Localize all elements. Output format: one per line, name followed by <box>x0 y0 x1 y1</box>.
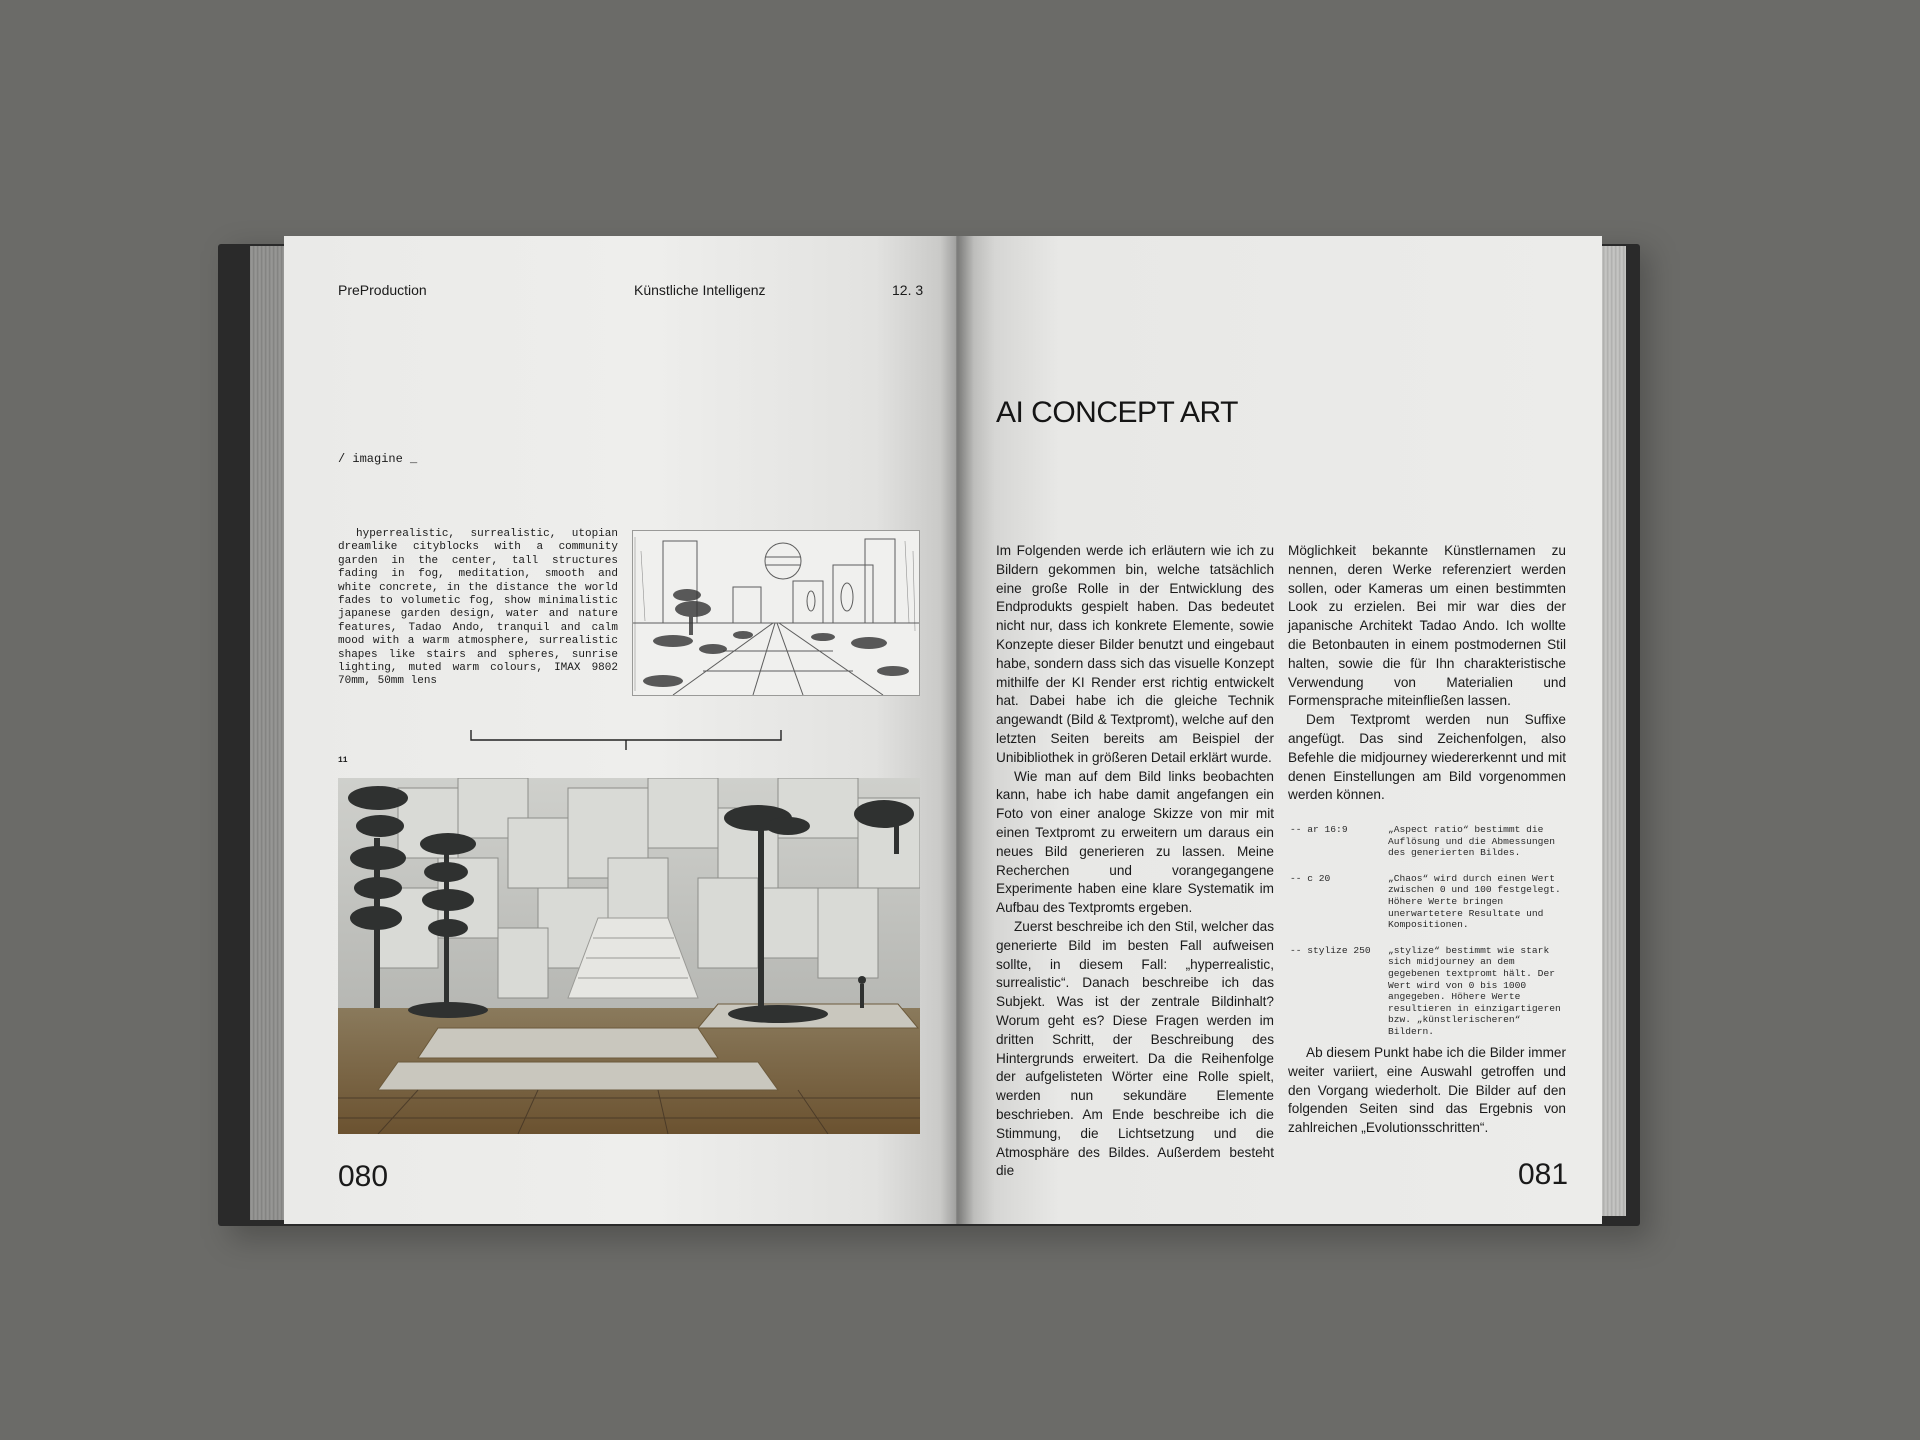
param-description: „Aspect ratio“ bestimmt die Auflösung und die Abmessungen des generierten Bildes. <box>1388 824 1555 859</box>
header-number: 12. 3 <box>892 282 924 298</box>
page-edges-right <box>1600 246 1626 1216</box>
page-number-right: 081 <box>1518 1158 1569 1191</box>
sketch-image <box>632 530 920 696</box>
param-description: „Chaos“ wird durch einen Wert zwischen 0 und 100 festgelegt. Höhere Werte bringen unerwartetere Resultate und Kompositionen. <box>1388 872 1561 931</box>
paragraph: Möglichkeit bekannte Künstlernamen zu nennen, deren Werke referenziert werden sollen, oder Kameras um einen bestimmten Look zu erzielen. Bei mir war dies der japanische Architekt Tadao Ando. Ich wollte die Betonbauten in einem postmodernen Stil halten, sowie die für Ihn charakteristische Verwendung von Materialien und Formensprache miteinfließen lassen. <box>1288 543 1566 709</box>
connector-bracket <box>470 728 782 752</box>
header-chapter: Künstliche Intelligenz <box>634 282 766 298</box>
imagine-command: / imagine _ <box>338 452 418 466</box>
param-description: „stylize“ bestimmt wie stark sich midjourney an dem gegebenen textpromt hält. Der Wert wird von 0 bis 1000 angegeben. Höhere Werte resultieren in einzigartigeren bzw. „künstlerischeren“ Bildern. <box>1388 944 1561 1037</box>
paragraph: Dem Textpromt werden nun Suffixe angefügt. Das sind Zeichenfolgen, also Befehle die midjourney wiedererkennt und mit denen Einstellungen am Bild vorgenommen werden können. <box>1288 712 1566 803</box>
param-key: -- stylize 250 <box>1290 944 1371 956</box>
paragraph: Im Folgenden werde ich erläutern wie ich zu Bildern gekommen bin, welche tatsächlich eine große Rolle in der Entwicklung des Endprodukts gespielt haben. Das bedeutet nicht nur, dass ich konkrete Elemente, sowie Konzepte dieser Bilder benutzt und eingebaut habe, sondern dass sich das visuelle Konzept mithilfe der KI Render erst richtig entwickelt hat. Dabei habe ich die gleiche Technik angewandt (Bild & Textpromt), welche auf den letzten Seiten bereits am Beispiel der Unibibliothek in größeren Detail erklärt wurde. <box>996 543 1274 765</box>
param-key: -- ar 16:9 <box>1290 824 1348 835</box>
paragraph: Zuerst beschreibe ich den Stil, welcher das generierte Bild im besten Fall aufweisen sollte, in diesem Fall: „hyperrealistic, surrealistic“. Danach beschreibe ich das Subjekt. Was ist der zentrale Bildinhalt? Worum geht es? Diese Fragen werden im dritten Schritt, der Beschreibung des Hintergrunds erweitert. Da die Reihenfolge der aufgelisteten Wörter eine Rolle spielt, werden nun sekundäre Elemente beschrieben. Am Ende beschreibe ich die Stimmung, die Lichtsetzung und die Atmosphäre des Bildes. Außerdem besteht die <box>996 918 1274 1179</box>
param-row <box>1290 945 1562 1038</box>
body-column-1 <box>996 542 1274 1181</box>
chapter-title: AI CONCEPT ART <box>996 396 1238 429</box>
param-row <box>1290 873 1562 931</box>
param-row <box>1290 824 1562 859</box>
header-section: PreProduction <box>338 282 427 298</box>
closing-paragraph: Ab diesem Punkt habe ich die Bilder immer weiter variiert, eine Auswahl getroffen und den Vorgang wiederholt. Die Bilder auf den folgenden Seiten sind das Ergebnis von zahlreichen „Evolutionsschritten“. <box>1288 1045 1566 1136</box>
suffix-parameter-list <box>1290 824 1562 1052</box>
render-image <box>338 778 920 1134</box>
param-key: -- c 20 <box>1290 872 1331 884</box>
page-edges-left <box>250 246 286 1220</box>
figure-label: 11 <box>338 756 348 765</box>
body-column-2 <box>1288 542 1566 805</box>
prompt-text: hyperrealistic, surrealistic, utopian dreamlike cityblocks with a community garden in the center, tall structures fading in fog, meditation, smooth and white concrete, in the distance the world fades to volumetic fog, show minimalistic japanese garden design, water and nature features, Tadao Ando, tranquil and calm mood with a warm atmosphere, surrealistic shapes like stairs and spheres, sunrise lighting, muted warm colours, IMAX 9802 70mm, 50mm lens <box>338 528 618 688</box>
paragraph: Wie man auf dem Bild links beobachten kann, habe ich habe damit angefangen ein Foto von einer analoge Skizze von mir mit einen Textpromt zu erweitern um daraus ein neues Bild generieren zu lassen. Meine Recherchen und vorangegangene Experimente haben eine klare Systematik im Aufbau des Textpromts ergeben. <box>996 768 1274 916</box>
page-number-left: 080 <box>338 1160 389 1193</box>
